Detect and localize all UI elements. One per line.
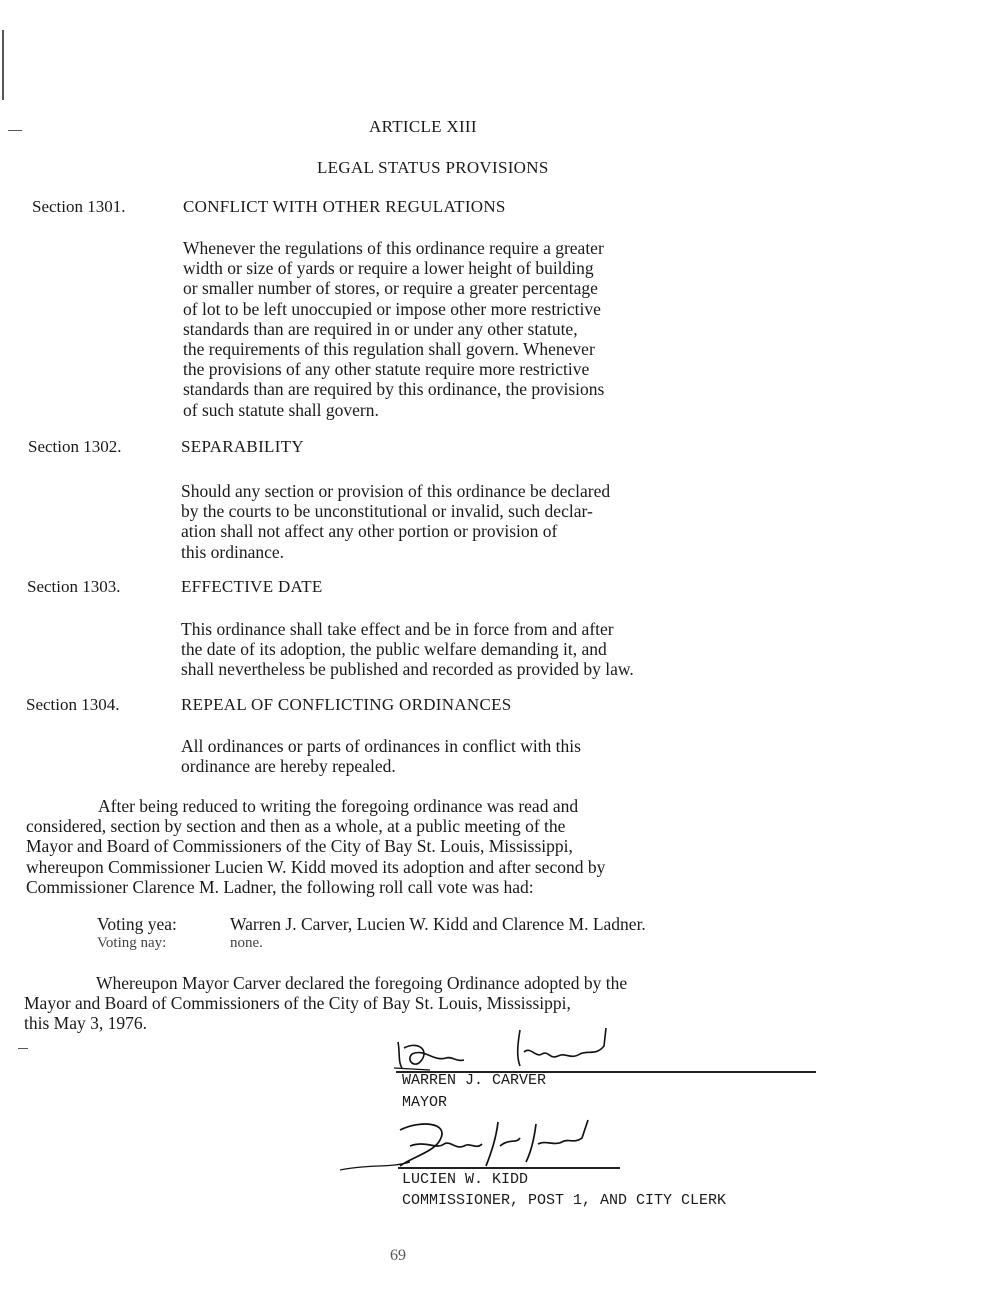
mayor-signature bbox=[390, 1022, 650, 1074]
section-heading: REPEAL OF CONFLICTING ORDINANCES bbox=[181, 695, 512, 714]
article-title: ARTICLE XIII bbox=[369, 117, 477, 136]
clerk-signature-line bbox=[398, 1167, 620, 1169]
body-line: this May 3, 1976. bbox=[24, 1013, 147, 1034]
section-label: Section 1302. bbox=[28, 437, 122, 456]
mayor-name: WARREN J. CARVER bbox=[402, 1072, 547, 1089]
body-line: by the courts to be unconstitutional or invalid, such declar- bbox=[181, 501, 593, 522]
section-heading: CONFLICT WITH OTHER REGULATIONS bbox=[183, 197, 506, 216]
body-line: shall nevertheless be published and recorded as provided by law. bbox=[181, 659, 634, 680]
section-heading: SEPARABILITY bbox=[181, 437, 304, 456]
scan-edge-mark bbox=[8, 130, 22, 131]
body-line: whereupon Commissioner Lucien W. Kidd moved its adoption and after second by bbox=[26, 856, 606, 877]
body-line: width or size of yards or require a lower height of building bbox=[183, 258, 594, 279]
vote-nay-label: Voting nay: bbox=[97, 935, 167, 951]
body-line: Mayor and Board of Commissioners of the City of Bay St. Louis, Mississippi, bbox=[24, 993, 571, 1014]
body-line: standards than are required in or under any other statute, bbox=[183, 318, 578, 339]
mayor-title: MAYOR bbox=[402, 1094, 448, 1111]
body-line: or smaller number of stores, or require a greater percentage bbox=[183, 278, 598, 299]
body-line: of lot to be left unoccupied or impose other more restrictive bbox=[183, 298, 601, 319]
body-line: Mayor and Board of Commissioners of the City of Bay St. Louis, Mississippi, bbox=[26, 836, 573, 857]
body-line: All ordinances or parts of ordinances in conflict with this bbox=[181, 736, 581, 756]
vote-yea-label: Voting yea: bbox=[97, 914, 177, 934]
body-line: After being reduced to writing the foregoing ordinance was read and bbox=[98, 796, 579, 816]
section-body bbox=[181, 481, 610, 562]
section-label: Section 1301. bbox=[32, 197, 126, 216]
section-heading: EFFECTIVE DATE bbox=[181, 577, 323, 596]
body-line: the requirements of this regulation shall govern. Whenever bbox=[183, 339, 595, 360]
body-line: Whenever the regulations of this ordinance require a greater bbox=[183, 238, 604, 258]
body-line: standards than are required by this ordinance, the provisions bbox=[183, 379, 605, 400]
section-body bbox=[183, 238, 604, 420]
body-line: Should any section or provision of this ordinance be declared bbox=[181, 481, 611, 501]
body-line: This ordinance shall take effect and be in force from and after bbox=[181, 619, 614, 639]
clerk-name: LUCIEN W. KIDD bbox=[402, 1171, 529, 1188]
section-label: Section 1303. bbox=[27, 577, 121, 596]
body-line: the date of its adoption, the public welfare demanding it, and bbox=[181, 639, 607, 660]
body-line: Commissioner Clarence M. Ladner, the following roll call vote was had: bbox=[26, 876, 534, 897]
page-number: 69 bbox=[390, 1247, 406, 1264]
body-line: Whereupon Mayor Carver declared the foregoing Ordinance adopted by the bbox=[96, 973, 628, 993]
vote-yea-value: Warren J. Carver, Lucien W. Kidd and Clarence M. Ladner. bbox=[230, 914, 646, 934]
body-line: the provisions of any other statute require more restrictive bbox=[183, 359, 590, 380]
body-line: of such statute shall govern. bbox=[183, 399, 379, 420]
vote-nay-value: none. bbox=[230, 935, 263, 951]
body-line: ation shall not affect any other portion or provision of bbox=[181, 521, 558, 542]
clerk-title: COMMISSIONER, POST 1, AND CITY CLERK bbox=[402, 1192, 727, 1209]
section-body bbox=[181, 619, 634, 680]
adoption-paragraph bbox=[26, 796, 605, 897]
scan-edge-mark bbox=[2, 30, 4, 100]
article-subtitle: LEGAL STATUS PROVISIONS bbox=[317, 158, 549, 177]
body-line: ordinance are hereby repealed. bbox=[181, 756, 396, 777]
section-body bbox=[181, 736, 581, 776]
section-label: Section 1304. bbox=[26, 695, 120, 714]
body-line: considered, section by section and then as a whole, at a public meeting of the bbox=[26, 816, 566, 837]
scan-edge-mark bbox=[18, 1048, 28, 1049]
body-line: this ordinance. bbox=[181, 541, 285, 562]
